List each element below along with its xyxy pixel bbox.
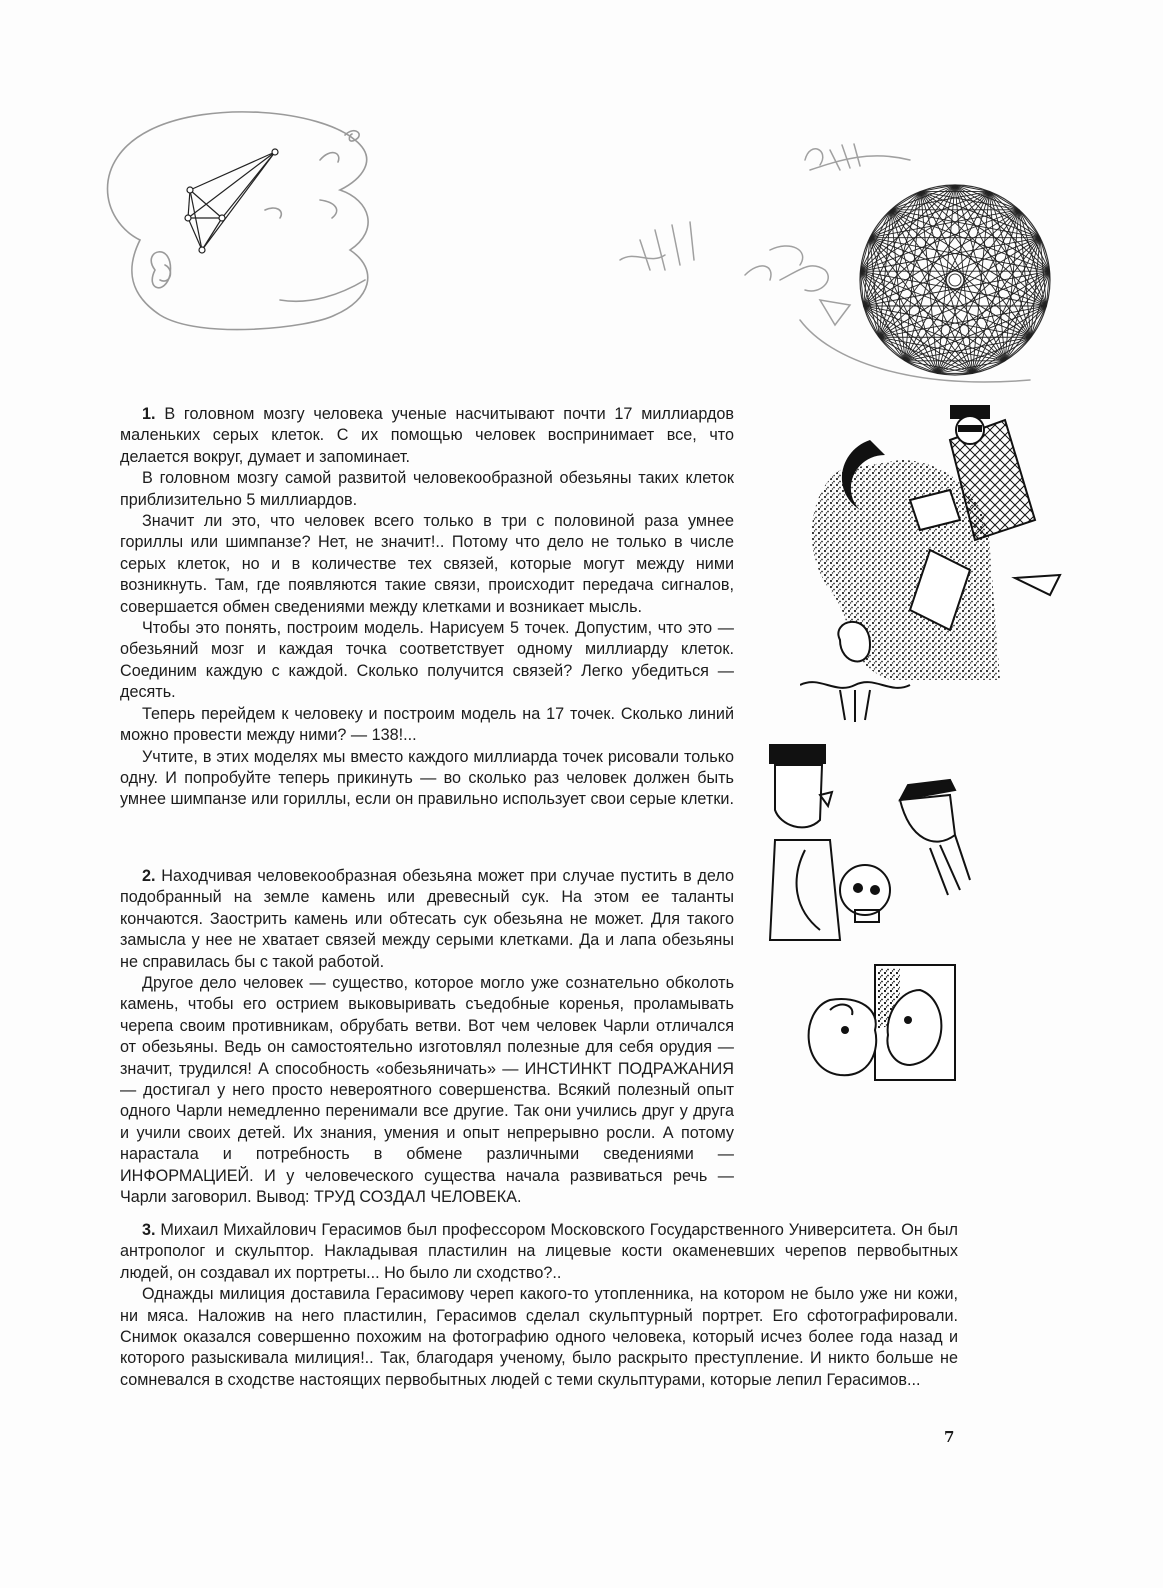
policeman-skull-detective-illustration	[760, 740, 980, 950]
paragraph-text: Находчивая человекообразная обезьяна может при случае пустить в дело подобранный на земле камень или древесный сук. На этом ее таланты кончаются. Заострить камень или обтесать сук обезьяна не может. Для такого замысла у нее не хватает связей между серыми клетками. Да и лапа обезьяны не справилась бы с такой работой.	[120, 867, 735, 971]
section-1-paragraph: В головном мозгу самой развитой человекообразной обезьяны таких клеток приблизительно 5 миллиардов.	[120, 469, 734, 509]
section-number: 1.	[142, 405, 156, 423]
paragraph-text: В головном мозгу человека ученые насчитывают почти 17 миллиардов маленьких серых клеток. С их помощью человек воспринимает все, что делается вокруг, думает и запоминает.	[120, 405, 735, 466]
graph-edge	[860, 271, 1030, 337]
graph-edge	[860, 271, 972, 373]
section-3-paragraph: Однажды милиция доставила Герасимову череп какого-то утопленника, на котором не было уже ни кожи, ни мяса. Наложив на него пластилин, Герасимов сделал скульптурный портрет. Его сфотографировали. Снимок оказался совершенно похожим на фотографию одного человека, который исчез более года назад и которого разыскивала милиция!.. Так, благодаря ученому, было раскрыто преступление. И никто больше не сомневался в сходстве настоящих первобытных людей с теми скульптурами, которые лепил Герасимов...	[120, 1285, 958, 1389]
graph-edge	[891, 210, 972, 374]
two-faces-kissing-illustration	[800, 960, 960, 1090]
section-3-paragraph	[120, 1220, 958, 1284]
moon-cat-burglar-illustration	[800, 400, 1070, 725]
graph-edge	[989, 191, 1040, 237]
section-1-paragraph: Чтобы это понять, построим модель. Нарисуем 5 точек. Допустим, что это — обезьяний мозг и каждая точка соответствует одному миллиарду клеток. Соединим каждую с каждой. Сколько получится связей? Легко убедиться — десять.	[120, 619, 734, 702]
section-1-paragraph: Теперь перейдем к человеку и построим модель на 17 точек. Сколько линий можно провести между ними? — 138!...	[120, 704, 734, 745]
section-number: 3.	[142, 1221, 156, 1239]
graph-edge	[955, 185, 1031, 337]
graph-edge	[879, 271, 1049, 337]
section-1-paragraph	[120, 404, 734, 468]
human-head-seventeen-dot-illustration	[610, 130, 1100, 410]
section-number: 2.	[142, 867, 156, 885]
section-1-paragraph: Учтите, в этих моделях мы вместо каждого миллиарда точек рисовали только одну. И попробуйте теперь прикинуть — во сколько раз человек должен быть умнее шимпанзе или гориллы, если он правильно использует свои серые клетки.	[120, 747, 734, 809]
section-3	[120, 1220, 958, 1391]
ape-head-five-dot-illustration	[80, 100, 450, 360]
section-1-paragraph: Значит ли это, что человек всего только в три с половиной раза умнее гориллы или шимпанзе? Нет, не значит!.. Потому что дело не только в числе серых клеток, но и в количестве тех связей, которые могут между ними возникнуть. Там, где появляются такие связи, происходит передача сигналов, совершается обмен сведениями между клетками и возникает мысль.	[120, 512, 734, 616]
graph-edge	[879, 185, 955, 337]
paragraph-text: Михаил Михайлович Герасимов был профессором Московского Государственного Университета. Он был антрополог и скульптор. Накладывая пластилин на лицевые кости окаменевших черепов первобытных людей, он создавал их портреты... Но было ли сходство?..	[120, 1221, 959, 1282]
graph-edge	[870, 191, 921, 237]
section-2-paragraph	[120, 866, 734, 973]
graph-edge	[938, 210, 1019, 374]
section-2	[120, 866, 734, 1209]
seventeen-point-graph	[860, 185, 1050, 375]
page-number: 7	[944, 1428, 955, 1446]
section-2-paragraph: Другое дело человек — существо, которое могло уже сознательно обколоть камень, чтобы его острием выковыривать съедобные коренья, проламывать черепа своим противникам, обрубать ветви. Вот чем человек Чарли отличался от обезьяны. Ведь он самостоятельно изготовлял полезные для себя орудия — значит, трудился! А способность «обезьяничать» — ИНСТИНКТ ПОДРАЖАНИЯ — достигал у него просто невероятного совершенства. Всякий полезный опыт одного Чарли немедленно перенимали все другие. Так они учились друг у друга и учили своих детей. Их знания, умения и опыт непрерывно росли. А потому нарастала и потребность в обмене различными сведениями — ИНФОРМАЦИЕЙ. И у человеческого существа начала развиваться речь — Чарли заговорил. Вывод: ТРУД СОЗДАЛ ЧЕЛОВЕКА.	[120, 974, 734, 1207]
section-1	[120, 404, 734, 811]
graph-edge	[938, 271, 1050, 373]
